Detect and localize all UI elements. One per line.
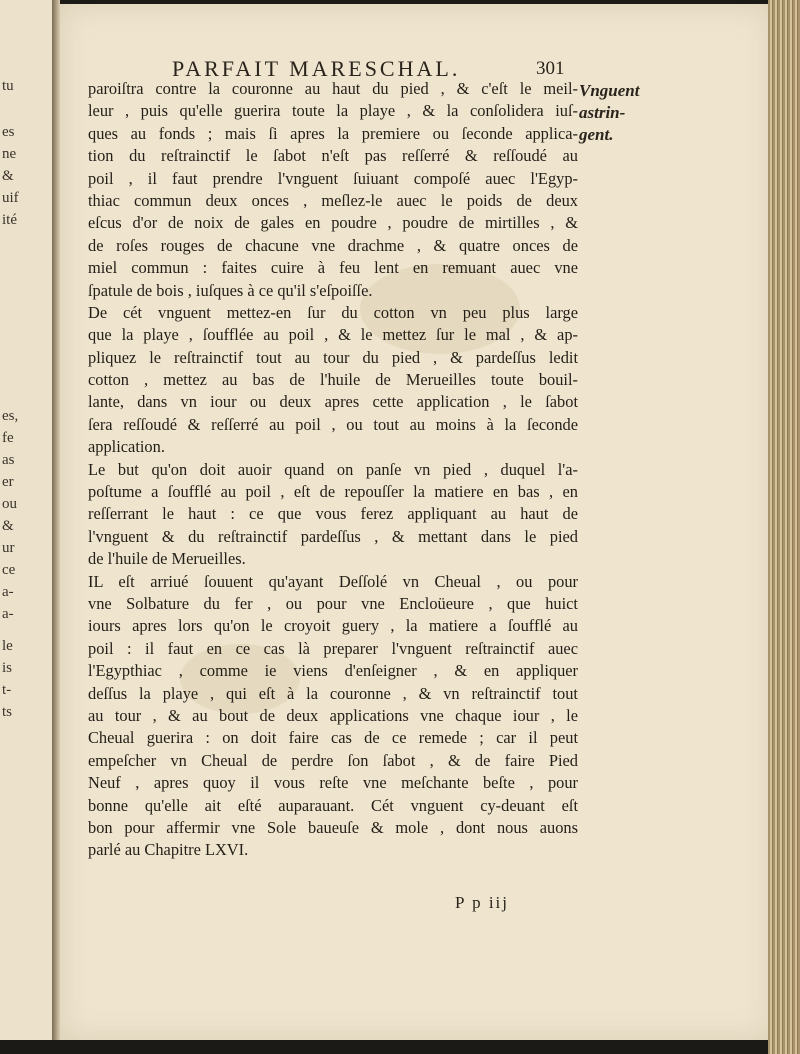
left-page-fragment: le <box>2 638 13 654</box>
text-line: cotton , mettez au bas de l'huile de Merueilles toute bouil- <box>88 370 578 390</box>
left-page-fragment: ité <box>2 212 17 228</box>
text-line: de roſes rouges de chacune vne drachme , & quatre onces de <box>88 235 578 255</box>
text-line: Le but qu'on doit auoir quand on panſe vn pied , duquel l'a- <box>88 459 578 479</box>
text-line: l'Egypthiac , comme ie viens d'enſeigner , & en appliquer <box>88 661 578 681</box>
text-line: au tour , & au bout de deux applications vne chaque iour , le <box>88 705 578 725</box>
text-line: bonne qu'elle ait eſté auparauant. Cét vnguent cy-deuant eſt <box>88 795 578 815</box>
left-page-fragment: es <box>2 124 15 140</box>
left-page-fragment: a- <box>2 584 14 600</box>
text-line: poil , il faut prendre l'vnguent ſuiuant compoſé auec l'Egyp- <box>88 168 578 188</box>
left-page-fragment: & <box>2 518 14 534</box>
text-line: ſpatule de bois , iuſques à ce qu'il s'eſpoiſſe. <box>88 280 373 300</box>
text-line: parlé au Chapitre LXVI. <box>88 840 249 860</box>
margin-note-line: astrin- <box>579 103 626 122</box>
left-page-fragment: as <box>2 452 15 468</box>
left-page-fragment: ur <box>2 540 15 556</box>
left-page-fragment: fe <box>2 430 14 446</box>
left-page-fragment: a- <box>2 606 14 622</box>
margin-note <box>579 80 661 146</box>
margin-note-line: Vnguent <box>579 81 640 100</box>
text-line: vne Solbature du fer , ou pour vne Encloüeure , que huict <box>88 593 578 613</box>
left-page-fragment: ou <box>2 496 17 512</box>
text-line: tion du reſtrainctif le ſabot n'eſt pas reſſerré & reſſoudé au <box>88 146 578 166</box>
left-page-fragment: is <box>2 660 13 676</box>
book-gutter <box>52 0 60 1040</box>
body-text <box>88 78 578 862</box>
left-page-fragment: er <box>2 474 14 490</box>
page-number: 301 <box>536 58 565 79</box>
left-page-fragment: ce <box>2 562 16 578</box>
text-line: iours apres lors qu'on le croyoit guery , la matiere a ſoufflé au <box>88 616 578 636</box>
text-line: deſſus la playe , qui eſt à la couronne , & vn reſtrainctif tout <box>88 683 578 703</box>
text-line: application. <box>88 437 165 457</box>
left-page <box>0 0 54 1040</box>
text-line: miel commun : faites cuire à feu lent en remuant auec vne <box>88 258 578 278</box>
text-line: thiac commun deux onces , meſlez-le auec le poids de deux <box>88 190 578 210</box>
margin-note-line: gent. <box>579 125 614 144</box>
text-line: IL eſt arriué ſouuent qu'ayant Deſſolé vn Cheual , ou pour <box>88 571 578 591</box>
text-line: bon pour affermir vne Sole baueuſe & mole , dont nous auons <box>88 817 578 837</box>
text-line: Cheual guerira : on doit faire cas de ce remede ; car il peut <box>88 728 578 748</box>
text-line: reſſerrant le haut : ce que vous ferez appliquant au haut de <box>88 504 578 524</box>
text-line: empeſcher vn Cheual de perdre ſon ſabot , & de faire Pied <box>88 750 578 770</box>
text-line: de l'huile de Merueilles. <box>88 549 246 569</box>
signature-mark: P p iij <box>455 893 509 912</box>
text-line: eſcus d'or de noix de gales en poudre , poudre de mirtilles , & <box>88 213 578 233</box>
text-line: pliquez le reſtrainctif tout au tour du pied , & pardeſſus ledit <box>88 347 578 367</box>
left-page-fragment: & <box>2 168 14 184</box>
text-line: poil : il faut en ce cas là preparer l'vnguent reſtrainctif auec <box>88 638 578 658</box>
text-line: l'vnguent & du reſtrainctif pardeſſus , & mettant dans le pied <box>88 526 578 546</box>
left-page-fragment: ne <box>2 146 17 162</box>
left-page-fragment: uif <box>2 190 19 206</box>
left-page-fragment: t- <box>2 682 12 698</box>
text-line: ques au fonds ; mais ſi apres la premiere ou ſeconde applica- <box>88 123 578 143</box>
page-edges <box>768 0 800 1054</box>
text-line: ſera reſſoudé & reſſerré au poil , ou tout au moins à la ſeconde <box>88 414 578 434</box>
text-line: lante, dans vn iour ou deux apres cette application , le ſabot <box>88 392 578 412</box>
text-line: paroiſtra contre la couronne au haut du pied , & c'eſt le meil- <box>88 79 578 98</box>
text-line: De cét vnguent mettez-en ſur du cotton vn peu plus large <box>88 302 578 322</box>
text-line: leur , puis qu'elle guerira toute la playe , & la conſolidera iuſ- <box>88 101 578 121</box>
text-line: Neuf , apres quoy il vous reſte vne meſchante beſte , pour <box>88 773 578 793</box>
left-page-fragment: tu <box>2 78 14 94</box>
text-line: poſtume a ſoufflé au poil , eſt de repouſſer la matiere en bas , en <box>88 482 578 502</box>
left-page-fragment: ts <box>2 704 13 720</box>
left-page-fragment: es, <box>2 408 19 424</box>
text-line: que la playe , ſoufflée au poil , & le mettez ſur le mal , & ap- <box>88 325 578 345</box>
running-head: PARFAIT MARESCHAL. <box>172 56 461 81</box>
